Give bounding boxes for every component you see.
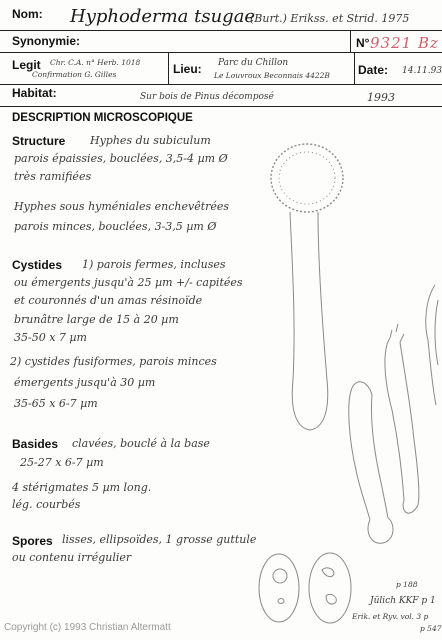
species-authority: (Burt.) Erikss. et Strid. 1975 xyxy=(250,12,410,25)
capitate-cystidium-drawing xyxy=(271,144,343,430)
lieu-label: Lieu: xyxy=(173,62,202,76)
spore-drawing-2 xyxy=(309,553,351,623)
structure-line: très ramifiées xyxy=(14,170,92,183)
legit-label: Legit xyxy=(12,58,41,72)
cystides-line: et couronnés d'un amas résinoïde xyxy=(14,294,203,307)
basides-line: clavées, bouclé à la base xyxy=(72,437,210,450)
cystides-line: ou émergents jusqu'à 25 µm +/- capitées xyxy=(14,276,243,289)
basides-line: 25-27 x 6-7 µm xyxy=(20,456,104,469)
legit-value-line1: Chr. C.A. n° Herb. 1018 xyxy=(50,58,141,67)
collection-number: 9321 Bz xyxy=(370,34,439,52)
basidia-drawing xyxy=(349,324,419,543)
cystides-line: 1) parois fermes, incluses xyxy=(82,258,226,271)
basides-line: 4 stérigmates 5 µm long. xyxy=(12,481,152,494)
synonymie-label: Synonymie: xyxy=(12,34,81,48)
structure-line: parois minces, bouclées, 3-3,5 µm Ø xyxy=(14,220,217,233)
fusiform-cystidium-drawing xyxy=(426,285,438,405)
habitat-value: Sur bois de Pinus décomposé xyxy=(140,92,274,102)
cystides-line: 35-50 x 7 µm xyxy=(14,331,87,344)
legit-value-line2: Confirmation G. Gilles xyxy=(32,70,117,79)
cystides-line: 35-65 x 6-7 µm xyxy=(14,397,98,410)
cystides-line: émergents jusqu'à 30 µm xyxy=(14,376,156,389)
basides-line: lég. courbés xyxy=(12,498,81,511)
description-heading: DESCRIPTION MICROSCOPIQUE xyxy=(12,112,193,124)
reference-line: Erik. et Ryv. vol. 3 p xyxy=(352,612,429,621)
structure-line: Hyphes du subiculum xyxy=(90,134,211,147)
spores-line: lisses, ellipsoïdes, 1 grosse guttule xyxy=(62,533,257,546)
spores-label: Spores xyxy=(12,534,53,548)
habitat-label: Habitat: xyxy=(12,86,57,100)
structure-line: Hyphes sous hyméniales enchevêtrées xyxy=(14,200,230,213)
cystides-line: brunâtre large de 15 à 20 µm xyxy=(14,313,179,326)
nom-label: Nom: xyxy=(12,7,43,21)
copyright-notice: Copyright (c) 1993 Christian Altermatt xyxy=(4,622,171,633)
basides-label: Basides xyxy=(12,437,59,451)
lieu-value-line1: Parc du Chillon xyxy=(218,58,289,68)
lieu-value-line2: Le Louvroux Beconnais 4422B xyxy=(214,71,330,80)
reference-line: Jülich KKF p 1 xyxy=(370,596,436,606)
reference-line: p 547 xyxy=(420,624,442,633)
numero-label: N° xyxy=(356,36,370,50)
cystides-label: Cystides xyxy=(12,258,63,272)
structure-label: Structure xyxy=(12,134,66,148)
reference-line: p 188 xyxy=(396,580,418,589)
date-label: Date: xyxy=(358,63,389,77)
spore-drawing-1 xyxy=(259,554,299,622)
cystides-line: 2) cystides fusiformes, parois minces xyxy=(10,355,217,368)
year-value: 1993 xyxy=(367,91,395,104)
date-value: 14.11.93 xyxy=(402,66,442,76)
spores-line: ou contenu irrégulier xyxy=(12,551,132,564)
species-name: Hyphoderma tsugae xyxy=(70,6,256,27)
structure-line: parois épaissies, bouclées, 3,5-4 µm Ø xyxy=(14,152,228,165)
